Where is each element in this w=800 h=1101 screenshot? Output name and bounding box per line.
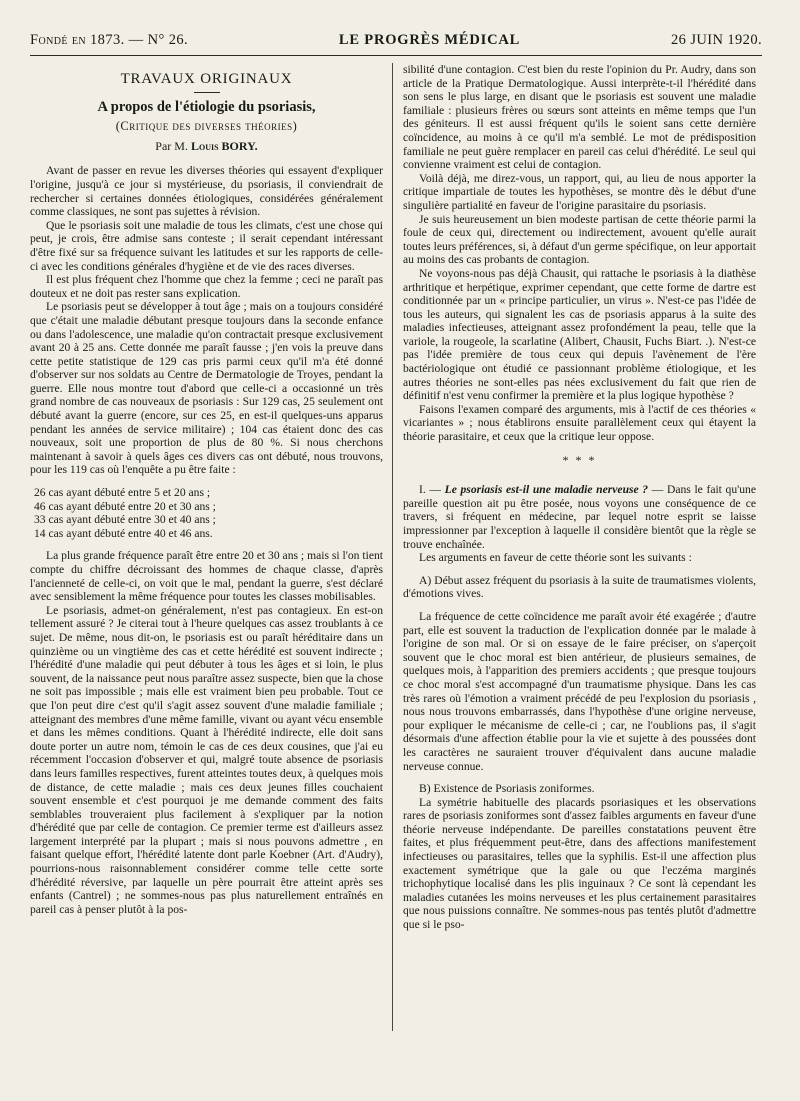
journal-title: LE PROGRÈS MÉDICAL xyxy=(338,32,521,48)
paragraph: Le psoriasis peut se développer à tout âge ; mais on a toujours considéré que c'était une maladie débutant presque toujours dans la seconde enfance ou dans l'adolescence, une maladie qu'on contractait presque exclusivement avant 20 à 25 ans. Cette donnée me paraît fausse ; j'en vois la preuve dans cette petite statistique de 129 cas pris parmi ceux qu'il m'a été donné d'observer sur nos soldats au Centre de Dermatologie de Troyes, pendant la guerre. Elle nous montre tout d'abord que celle-ci a occasionné un très grand nombre de cas nouveaux de psoriasis : Sur 129 cas, 25 seulement ont débuté avant la guerre (encore, sur ces 25, en est-il quelques-uns apparus pendant les années de service militaire) ; 104 cas étaient donc des cas nouveaux, soit une proportion de plus de 80 %. Si nous cherchons maintenant à savoir à quels âges ces divers cas ont débuté, nous trouvons, pour les 119 cas où l'enquête a pu être faite : xyxy=(30,300,383,477)
section-paragraph xyxy=(403,483,756,551)
right-column xyxy=(393,63,756,1031)
paragraph: Ne voyons-nous pas déjà Chausit, qui rattache le psoriasis à la diathèse arthritique et herpétique, exprimer cependant, que cette forme de dartre est conditionnée par un « principe particulier, un virus ». N'est-ce pas l'idée de tous les auteurs, qui signalent les cas de psoriasis apparus à la suite des maladies infectieuses, atteignant assez profondément la peau, telle que la variole, la rougeole, la scarlatine (Alibert, Chausit, Fuchs Biart. .). N'est-ce pas l'idée première de tous ceux qui depuis l'avènement de l'ère bactériologique ont étudié ce passionnant problème étiologique, et les autres théories ne sont-elles pas nées exclusivement du fait que rien de définitif n'est venu confirmer la première et la plus logique hypothèse ? xyxy=(403,266,756,403)
paragraph: Faisons l'examen comparé des arguments, mis à l'actif de ces théories « vicariantes » ; nous établirons ensuite parallèlement ceux qui étayent la théorie parasitaire, et ceux que la critique leur oppose. xyxy=(403,402,756,444)
section-number: I. — xyxy=(419,483,441,497)
paragraph: Il est plus fréquent chez l'homme que chez la femme ; ceci ne paraît pas douteux et ne doit pas rester sans explication. xyxy=(30,273,383,300)
paragraph: Avant de passer en revue les diverses théories qui essayent d'expliquer l'origine, jusqu'à ce jour si mystérieuse, du psoriasis, il conviendrait de rechercher si certaines données étiologiques, considérées généralement comme classiques, ne sont pas sujettes à révision. xyxy=(30,164,383,219)
heading-rule xyxy=(194,92,220,93)
left-column xyxy=(30,63,392,1031)
founded-note: Fondé en 1873. — N° 26. xyxy=(30,32,189,48)
age-statistics-list xyxy=(34,486,383,540)
paragraph: Voilà déjà, me direz-vous, un rapport, qui, au lieu de nous apporter la critique impartiale de toutes les hypothèses, se montre dès le début d'une singulière partialité en faveur de l'origine parasitaire du psoriasis. xyxy=(403,171,756,212)
asterism: * * * xyxy=(562,452,597,467)
byline xyxy=(30,140,383,154)
section-intro: — Dans le fait qu'une pareille question ait pu être posée, nous voyons une conséquence de ce travers, si fréquent en médecine, par lequel notre esprit se laisse impressionner par l'exception à laquelle il considère bientôt que la règle se trouve enchaînée. xyxy=(403,483,756,551)
paragraph: La symétrie habituelle des placards psoriasiques et les observations rares de psoriasis zoniformes sont d'assez faibles arguments en faveur d'une théorie nerveuse indépendante. De pareilles constatations peuvent être faites, et plus fréquemment peut-être, dans des affections manifestement infectieuses ou parasitaires, telles que la syphilis. Est-il une affection plus exactement symétrique que la gale ou que l'eczéma marginés trichophytique localisé dans les plis inguinaux ? Ce sont là cependant les maladies cutanées les moins nerveuses et les plus certainement parasitaires que nous puissions connaître. Ne sommes-nous pas tentés plutôt d'admettre que si le pso- xyxy=(403,795,756,932)
paragraph: Le psoriasis, admet-on généralement, n'est pas contagieux. En est-on tellement assuré ? Je citerai tout à l'heure quelques cas assez troublants à ce sujet. De même, nous dit-on, le psoriasis est ou paraît héréditaire dans un quinzième ou un vingtième des cas et cette hérédité est souvent indirecte ; l'hérédité d'une maladie qui peut débuter à tous les âges et si loin, le plus souvent, de la naissance peut nous paraître assez suspecte, bien que la chose ne soit pas impossible ; mais elle est vraiment bien peu probable. Tout ce que l'on peut dire c'est qu'il s'agit assez souvent d'une maladie familiale ; atteignant des membres d'une même famille, vivant ou ayant vécu ensemble et dans les mêmes conditions. Quant à l'hérédité indirecte, elle doit sans doute porter un autre nom, témoin le cas de ces deux cousines, que j'ai eu récemment l'occasion d'observer et qui, malgré toute absence de psoriasis dans leurs familles respectives, furent atteintes toutes deux, à quelques mois de distance, de cette maladie ; mais ces deux jeunes filles couchaient souvent ensemble et c'est pourquoi je me demande comment des faits semblables trouveraient plus facilement à s'expliquer par la notion d'hérédité que par celle de contagion. Ce premier terme est d'ailleurs assez largement interprété par la plupart ; mais si nous pouvons admettre , en faisant quelque effort, l'hérédité latente dont parle Koebner (Art. d'Audry), pourrions-nous raisonnablement considérer comme telle cette sorte d'hérédité réversive, par laquelle un père pourrait être atteint après ses enfants (Cantrel) ; ne sommes-nous pas plus naturellement entraînés en pareil cas à penser plutôt à la pos- xyxy=(30,603,383,916)
point-a-heading: A) Début assez fréquent du psoriasis à la suite de traumatismes violents, d'émotions vives. xyxy=(403,573,756,601)
list-item: 46 cas ayant débuté entre 20 et 30 ans ; xyxy=(34,499,216,513)
article-title: A propos de l'étiologie du psoriasis, xyxy=(97,98,316,115)
section-title: Le psoriasis est-il une maladie nerveuse ? xyxy=(444,483,649,497)
point-b-heading: B) Existence de Psoriasis zoniformes. xyxy=(419,782,595,796)
paragraph: La fréquence de cette coïncidence me paraît avoir été exagérée ; d'autre part, elle est souvent la traduction de l'explication donnée par le malade à l'origine de son mal. Or si on essaye de le faire préciser, on s'aperçoit souvent que le choc moral est bien antérieur, de plusieurs semaines, de quelques mois, à l'apparition des premiers accidents ; que presque toujours ce choc moral s'est accompagné d'un traumatisme physique. Dans les cas très rares où l'émotion a vraiment précédé de peu l'explosion du psoriasis , nous nous trouvons embarrassés, dans l'hypothèse d'une origine nerveuse, pour expliquer le mécanisme de celle-ci ; car, ne l'oublions pas, il s'agit désormais d'une affection établie pour la vie et sujette à des poussées dont les caractères ne sauraient trouver d'équivalent dans aucune maladie nerveuse connue. xyxy=(403,609,756,773)
paragraph: sibilité d'une contagion. C'est bien du reste l'opinion du Pr. Audry, dans son article de la Pratique Dermatologique. Aussi interprète-t-il l'hérédité dans son sens le plus large, en disant que le psoriasis est souvent une maladie familiale : plusieurs frères ou sœurs sont atteints en même temps que l'un des géniteurs. Il est aussi fréquent qu'ils le soient sans cette dernière coïncidence, au moins à ce qu'il m'a semblé. Le mot de prédisposition familiale ne peut guère remplacer en pareil cas celui d'hérédité. Le seul qui convienne vraiment est celui de contagion. xyxy=(403,63,756,172)
byline-prefix: Par M. xyxy=(155,138,188,153)
author-name: Louis BORY. xyxy=(190,138,258,153)
article-subtitle: (Critique des diverses théories) xyxy=(115,119,298,134)
masthead xyxy=(30,32,762,52)
paragraph: La plus grande fréquence paraît être entre 20 et 30 ans ; mais si l'on tient compte du chiffre décroissant des hommes de chaque classe, d'après l'ancienneté de celle-ci, on voit que le mal, pendant la guerre, s'est déclaré avec sensiblement la même fréquence pour toutes les classes mobilisables. xyxy=(30,549,383,604)
list-item: 14 cas ayant débuté entre 40 et 46 ans. xyxy=(34,526,213,540)
issue-date: 26 JUIN 1920. xyxy=(671,32,762,48)
list-item: 26 cas ayant débuté entre 5 et 20 ans ; xyxy=(34,486,211,500)
list-item: 33 cas ayant débuté entre 30 et 40 ans ; xyxy=(34,513,216,527)
section-heading: TRAVAUX ORIGINAUX xyxy=(120,71,293,87)
paragraph: Les arguments en faveur de cette théorie sont les suivants : xyxy=(419,551,692,565)
paragraph: Je suis heureusement un bien modeste partisan de cette théorie parmi la foule de ceux qui, directement ou indirectement, avouent qu'elle aurait toutes leurs préférences, si, à défaut d'un germe spécifique, on leur apportait au moins des cas probants de contagion. xyxy=(403,212,756,267)
article-columns xyxy=(30,63,762,1031)
paragraph: Que le psoriasis soit une maladie de tous les climats, c'est une chose qui peut, je crois, être admise sans conteste ; il serait cependant intéressant d'être fixé sur sa fréquence suivant les latitudes et sur les rapports de celle-ci avec les conditions générales d'hygiène et de vie des races diverses. xyxy=(30,218,383,273)
header-rule xyxy=(30,55,762,56)
